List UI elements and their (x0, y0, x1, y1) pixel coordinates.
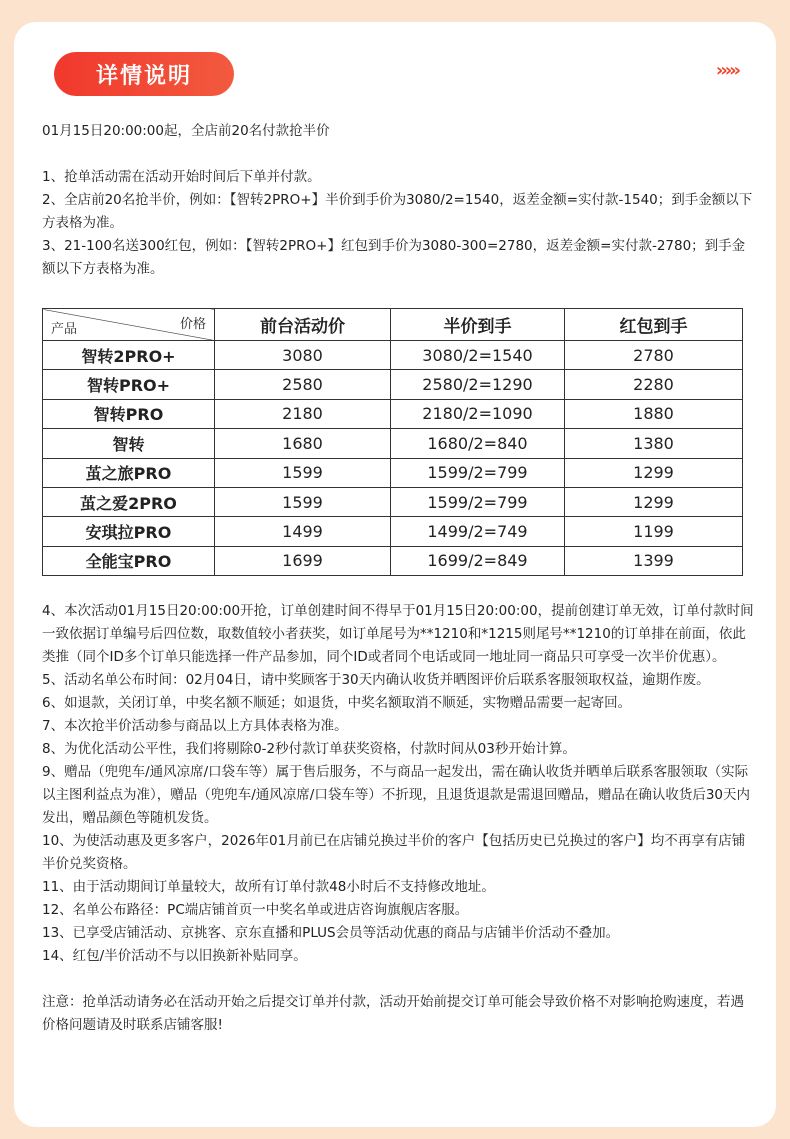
front-price: 1499 (215, 517, 391, 546)
table-corner-cell (43, 309, 215, 341)
table-row (43, 458, 743, 487)
header-half-price: 半价到手 (391, 309, 565, 341)
red-packet-price: 1380 (565, 429, 743, 458)
note-text: 注意：抢单活动请务必在活动开始之后提交订单并付款，活动开始前提交订单可能会导致价格不对影响抢购速度，若遇价格问题请及时联系店铺客服! (42, 994, 744, 1033)
product-name: 智转PRO (43, 399, 215, 428)
rule-7: 7、本次抢半价活动参与商品以上方具体表格为准。 (42, 718, 348, 734)
half-price: 2580/2=1290 (391, 370, 565, 399)
red-packet-price: 1299 (565, 458, 743, 487)
table-row (43, 399, 743, 428)
table-row (43, 429, 743, 458)
table-row (43, 370, 743, 399)
front-price: 1680 (215, 429, 391, 458)
table-row (43, 487, 743, 516)
red-packet-price: 1299 (565, 487, 743, 516)
rule-6: 6、如退款，关闭订单，中奖名额不顺延；如退货，中奖名额取消不顺延，实物赠品需要一起寄回。 (42, 695, 632, 711)
detail-card (14, 22, 776, 1127)
product-name: 茧之爱2PRO (43, 487, 215, 516)
header-front-price: 前台活动价 (215, 309, 391, 341)
rule-2: 2、全店前20名抢半价，例如：【智转2PRO+】半价到手价为3080/2=1540，返差金额=实付款-1540；到手金额以下方表格为准。 (42, 192, 753, 231)
half-price: 1680/2=840 (391, 429, 565, 458)
price-table (42, 308, 743, 576)
half-price: 1699/2=849 (391, 546, 565, 575)
section-title-tag: 详情说明 (54, 52, 234, 96)
header-red-packet: 红包到手 (565, 309, 743, 341)
rule-12: 12、名单公布路径：PC端店铺首页一中奖名单或进店咨询旗舰店客服。 (42, 902, 469, 918)
table-row (43, 546, 743, 575)
front-price: 1599 (215, 487, 391, 516)
product-name: 智转 (43, 429, 215, 458)
table-row (43, 517, 743, 546)
half-price: 1599/2=799 (391, 487, 565, 516)
red-packet-price: 2280 (565, 370, 743, 399)
front-price: 3080 (215, 341, 391, 370)
half-price: 3080/2=1540 (391, 341, 565, 370)
rule-8: 8、为优化活动公平性，我们将剔除0-2秒付款订单获奖资格，付款时间从03秒开始计算。 (42, 741, 576, 757)
table-row (43, 341, 743, 370)
rule-4: 4、本次活动01月15日20:00:00开抢，订单创建时间不得早于01月15日20:00:00，提前创建订单无效，订单付款时间一致依据订单编号后四位数，取数值较小者获奖，如订单尾号为**1210和*1215则尾号**1210的订单排在前面，依此类推（同个ID多个订单只能选择一件产品参加，同个ID或者同个电话或同一地址同一商品只可享受一次半价优惠）。 (42, 603, 754, 665)
front-price: 2180 (215, 399, 391, 428)
corner-price-label: 价格 (179, 317, 206, 332)
rule-11: 11、由于活动期间订单量较大，故所有订单付款48小时后不支持修改地址。 (42, 879, 495, 895)
intro-text: 01月15日20:00:00起，全店前20名付款抢半价 (42, 123, 330, 139)
front-price: 2580 (215, 370, 391, 399)
front-price: 1699 (215, 546, 391, 575)
rule-3: 3、21-100名送300红包，例如：【智转2PRO+】红包到手价为3080-300=2780，返差金额=实付款-2780；到手金额以下方表格为准。 (42, 238, 746, 277)
red-packet-price: 1880 (565, 399, 743, 428)
product-name: 智转PRO+ (43, 370, 215, 399)
chevrons-icon: ››››› (715, 60, 738, 81)
product-name: 智转2PRO+ (43, 341, 215, 370)
product-name: 全能宝PRO (43, 546, 215, 575)
rule-9: 9、赠品（兜兜车/通风凉席/口袋车等）属于售后服务，不与商品一起发出，需在确认收货并晒单后联系客服领取（实际以主图利益点为准），赠品（兜兜车/通风凉席/口袋车等）不折现，且退货退款是需退回赠品，赠品在确认收货后30天内发出，赠品颜色等随机发货。 (42, 764, 751, 826)
intro-block (42, 120, 754, 281)
front-price: 1599 (215, 458, 391, 487)
product-name: 茧之旅PRO (43, 458, 215, 487)
red-packet-price: 1199 (565, 517, 743, 546)
product-name: 安琪拉PRO (43, 517, 215, 546)
red-packet-price: 2780 (565, 341, 743, 370)
rule-10: 10、为使活动惠及更多客户，2026年01月前已在店铺兑换过半价的客户【包括历史已兑换过的客户】均不再享有店铺半价兑奖资格。 (42, 833, 746, 872)
rule-1: 1、抢单活动需在活动开始时间后下单并付款。 (42, 169, 321, 185)
corner-product-label: 产品 (51, 322, 78, 337)
rule-14: 14、红包/半价活动不与以旧换新补贴同享。 (42, 948, 307, 964)
rules-block (42, 600, 754, 1037)
half-price: 1599/2=799 (391, 458, 565, 487)
rule-13: 13、已享受店铺活动、京挑客、京东直播和PLUS会员等活动优惠的商品与店铺半价活动不叠加。 (42, 925, 620, 941)
rule-5: 5、活动名单公布时间：02月04日，请中奖顾客于30天内确认收货并晒图评价后联系客服领取权益，逾期作废。 (42, 672, 710, 688)
half-price: 2180/2=1090 (391, 399, 565, 428)
half-price: 1499/2=749 (391, 517, 565, 546)
red-packet-price: 1399 (565, 546, 743, 575)
